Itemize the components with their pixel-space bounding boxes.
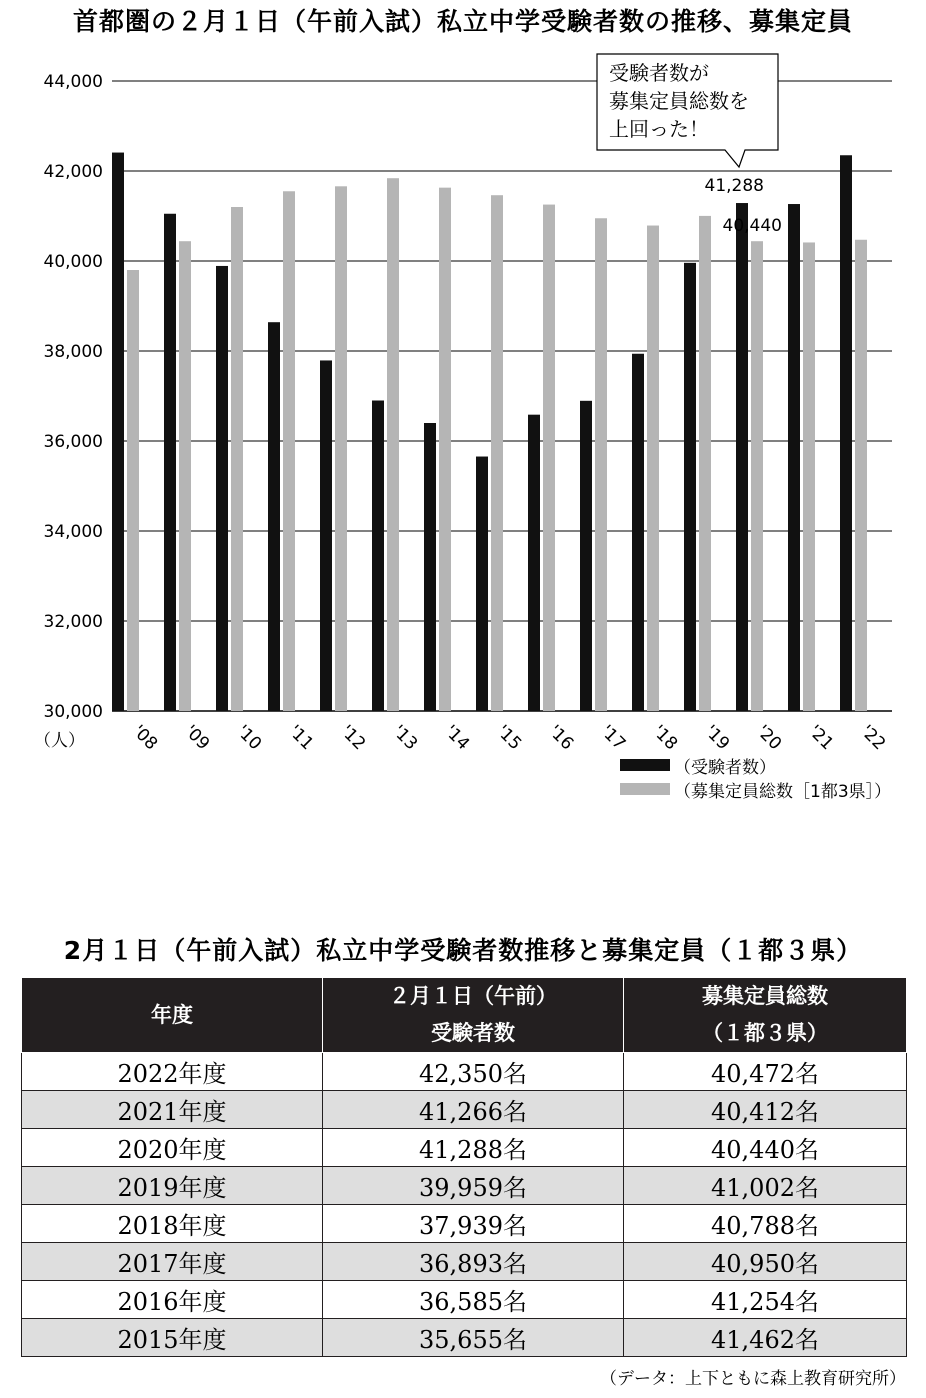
header-line: 募集定員総数 (702, 984, 828, 1008)
cell-examinees: 37,939名 (323, 1205, 624, 1243)
table-row (22, 1205, 907, 1243)
source-note: （データ：上下ともに森上教育研究所） (600, 1369, 906, 1389)
bar-examinees (684, 263, 696, 711)
bar-capacity (231, 207, 243, 711)
chart-title: 首都圏の２月１日（午前入試）私立中学受験者数の推移、募集定員 (72, 7, 853, 36)
cell-examinees: 39,959名 (323, 1167, 624, 1205)
table-header-row (22, 978, 907, 1053)
cell-examinees: 36,893名 (323, 1243, 624, 1281)
cell-examinees: 35,655名 (323, 1319, 624, 1357)
table-row (22, 1281, 907, 1319)
table-row (22, 1319, 907, 1357)
table-row (22, 1053, 907, 1091)
cell-year: 2020年度 (22, 1129, 323, 1167)
bar-examinees (580, 401, 592, 711)
data-label: 40,440 (722, 216, 782, 237)
bar-capacity (751, 241, 763, 711)
x-tick-label: '17 (596, 721, 630, 755)
cell-examinees: 36,585名 (323, 1281, 624, 1319)
cell-year: 2015年度 (22, 1319, 323, 1357)
y-tick-label: 30,000 (43, 702, 103, 722)
data-table (21, 977, 907, 1357)
cell-capacity: 41,462名 (624, 1319, 907, 1357)
data-label: 41,288 (704, 176, 764, 197)
x-tick-label: '14 (440, 721, 474, 755)
cell-year: 2021年度 (22, 1091, 323, 1129)
x-tick-label: '12 (336, 721, 370, 755)
chart-legend (620, 753, 891, 801)
y-tick-label: 36,000 (43, 432, 103, 452)
header-year (22, 978, 323, 1053)
bar-examinees (528, 415, 540, 711)
y-tick-label: 42,000 (43, 162, 103, 182)
cell-capacity: 40,788名 (624, 1205, 907, 1243)
bar-examinees (788, 204, 800, 711)
bar-examinees (424, 423, 436, 711)
x-tick-label: '18 (648, 721, 682, 755)
callout-text: 受験者数が (609, 61, 709, 85)
table-row (22, 1167, 907, 1205)
x-tick-label: '19 (700, 721, 734, 755)
bar-capacity (283, 191, 295, 711)
header-line: 受験者数 (431, 1021, 515, 1045)
cell-capacity: 40,472名 (624, 1053, 907, 1091)
x-tick-label: '20 (752, 721, 786, 755)
legend-item-examinees (620, 753, 891, 777)
bar-examinees (736, 203, 748, 711)
cell-capacity: 40,412名 (624, 1091, 907, 1129)
cell-year: 2017年度 (22, 1243, 323, 1281)
bar-examinees (320, 360, 332, 711)
bar-capacity (595, 218, 607, 711)
bar-capacity (491, 195, 503, 711)
bar-capacity (803, 242, 815, 711)
y-tick-label: 32,000 (43, 612, 103, 632)
header-line: （１都３県） (702, 1021, 828, 1045)
cell-capacity: 41,002名 (624, 1167, 907, 1205)
cell-examinees: 41,288名 (323, 1129, 624, 1167)
header-capacity (624, 978, 907, 1053)
cell-year: 2016年度 (22, 1281, 323, 1319)
bar-capacity (699, 216, 711, 711)
bar-examinees (840, 155, 852, 711)
table-title: 2月１日（午前入試）私立中学受験者数推移と募集定員（１都３県） (63, 936, 863, 965)
y-tick-label: 34,000 (43, 522, 103, 542)
bar-capacity (647, 226, 659, 711)
bar-examinees (632, 354, 644, 711)
cell-year: 2022年度 (22, 1053, 323, 1091)
bar-examinees (164, 214, 176, 711)
bar-examinees (268, 322, 280, 711)
x-tick-label: '10 (232, 721, 266, 755)
legend-label: （募集定員総数［1都3県］） (674, 781, 892, 802)
bar-capacity (855, 240, 867, 711)
x-tick-label: '16 (544, 721, 578, 755)
x-tick-label: '15 (492, 721, 526, 755)
header-line: 年度 (151, 1002, 193, 1027)
bar-capacity (439, 188, 451, 711)
cell-examinees: 42,350名 (323, 1053, 624, 1091)
callout-text: 上回った！ (609, 117, 709, 141)
legend-label: （受験者数） (674, 757, 776, 778)
bar-capacity (179, 241, 191, 711)
bar-capacity (543, 205, 555, 711)
bar-examinees (476, 457, 488, 711)
cell-capacity: 40,950名 (624, 1243, 907, 1281)
x-tick-label: '22 (856, 721, 890, 755)
table-row (22, 1129, 907, 1167)
cell-examinees: 41,266名 (323, 1091, 624, 1129)
bar-examinees (372, 401, 384, 712)
cell-year: 2019年度 (22, 1167, 323, 1205)
bar-examinees (216, 266, 228, 711)
x-tick-label: '13 (388, 721, 422, 755)
x-tick-label: '08 (128, 721, 162, 755)
x-tick-label: '09 (180, 721, 214, 755)
bar-capacity (127, 270, 139, 711)
table-row (22, 1243, 907, 1281)
cell-capacity: 40,440名 (624, 1129, 907, 1167)
bar-capacity (387, 178, 399, 711)
y-tick-label: 40,000 (43, 252, 103, 272)
x-tick-label: '21 (804, 721, 838, 755)
y-tick-label: 44,000 (43, 72, 103, 92)
legend-swatch-black (620, 759, 670, 771)
cell-year: 2018年度 (22, 1205, 323, 1243)
bar-examinees (112, 153, 124, 711)
table-row (22, 1091, 907, 1129)
header-examinees (323, 978, 624, 1053)
header-line: ２月１日（午前） (389, 984, 557, 1008)
y-tick-label: 38,000 (43, 342, 103, 362)
legend-item-capacity (620, 777, 891, 801)
legend-swatch-gray (620, 783, 670, 795)
bar-capacity (335, 186, 347, 711)
cell-capacity: 41,254名 (624, 1281, 907, 1319)
y-axis-unit: （人） (34, 731, 85, 751)
x-tick-label: '11 (284, 721, 318, 755)
callout-text: 募集定員総数を (609, 89, 749, 113)
